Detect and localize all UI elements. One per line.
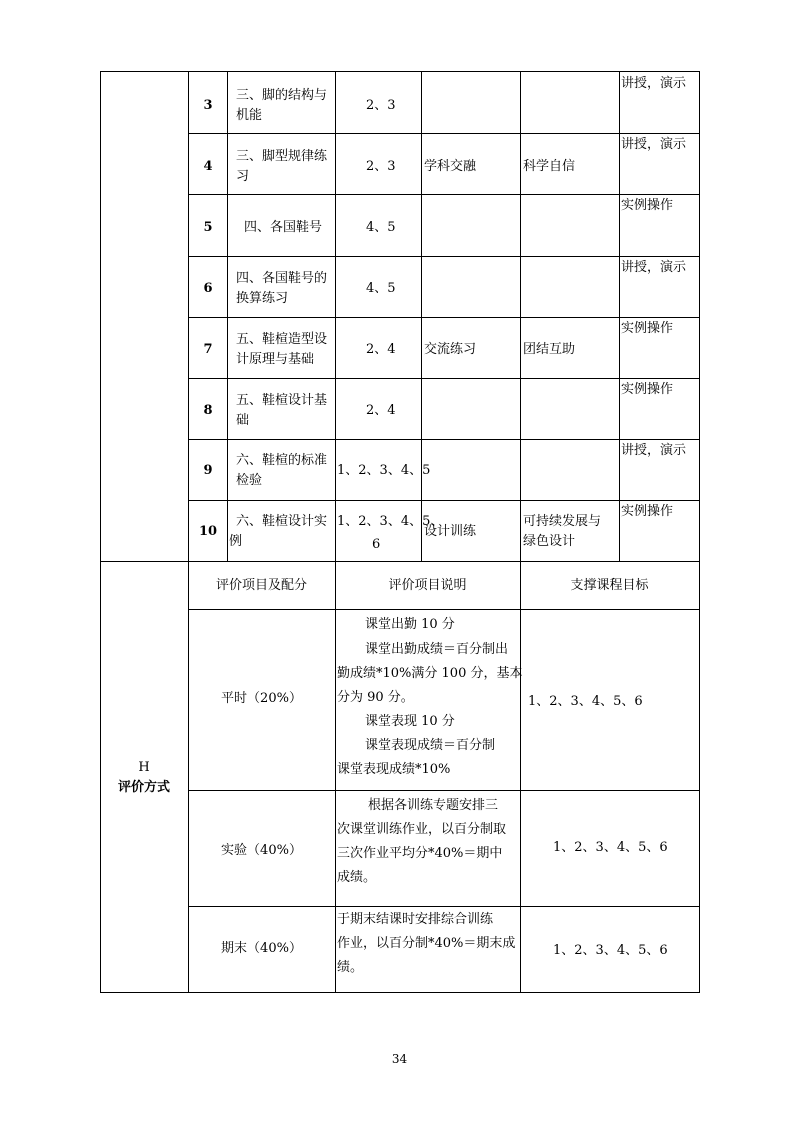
col-line — [335, 71, 336, 993]
ideology-element: 交流练习 — [424, 342, 477, 357]
row-line — [188, 500, 699, 501]
eval-desc-line: 课堂表现成绩*10% — [337, 762, 451, 777]
header-item: 评价项目及配分 — [215, 578, 307, 593]
col-line — [520, 71, 521, 993]
teaching-method: 讲授，演示 — [621, 260, 687, 275]
eval-desc-line: 绩。 — [337, 960, 364, 975]
ideology-element: 学科交融 — [424, 159, 477, 174]
row-line — [188, 317, 699, 318]
section-title: 评价方式 — [117, 780, 170, 795]
topic-line-2: 例 — [229, 534, 243, 549]
row-number: 5 — [203, 220, 213, 235]
table-border-right — [699, 71, 700, 993]
eval-desc-line: 根据各训练专题安排三 — [368, 798, 499, 813]
row-number: 4 — [203, 159, 213, 174]
teaching-method: 实例操作 — [621, 321, 674, 336]
teaching-method: 讲授，演示 — [621, 137, 687, 152]
row-number: 8 — [203, 403, 213, 418]
topic-line-2: 检验 — [236, 473, 263, 488]
row-number: 9 — [203, 463, 213, 478]
topic-line-2: 计原理与基础 — [236, 352, 315, 367]
topic-line-2: 习 — [236, 169, 250, 184]
objectives: 4、5 — [366, 281, 396, 296]
topic-line-1: 五、鞋楦设计基 — [236, 393, 328, 408]
ideology-goal: 团结互助 — [523, 342, 576, 357]
objectives: 2、4 — [366, 342, 396, 357]
table-border-top — [100, 71, 699, 72]
teaching-method: 实例操作 — [621, 504, 674, 519]
topic-line-1: 三、脚型规律练 — [236, 149, 328, 164]
eval-desc-line: 次课堂训练作业，以百分制取 — [337, 822, 507, 837]
row-number: 10 — [198, 524, 218, 539]
eval-desc-line: 于期末结课时安排综合训练 — [337, 912, 494, 927]
eval-desc-line: 成绩。 — [337, 870, 377, 885]
topic-line-1: 五、鞋楦造型设 — [236, 332, 328, 347]
objectives: 2、3 — [366, 98, 396, 113]
page-number: 34 — [391, 1052, 408, 1066]
teaching-method: 讲授，演示 — [621, 76, 687, 91]
row-line — [188, 133, 699, 134]
eval-desc-line: 勤成绩*10%满分 100 分，基本 — [337, 666, 523, 681]
row-line — [188, 609, 699, 610]
topic-line-2: 础 — [236, 413, 250, 428]
eval-goal: 1、2、3、4、5、6 — [553, 943, 668, 958]
ideology-element: 设计训练 — [424, 524, 477, 539]
objectives-line-1: 1、2、3、4、5、 — [337, 514, 444, 529]
row-line — [188, 194, 699, 195]
section-divider — [100, 561, 699, 562]
row-number: 6 — [203, 281, 213, 296]
topic-line-1: 四、各国鞋号的 — [236, 271, 328, 286]
table-border-left — [100, 71, 101, 993]
objectives: 4、5 — [366, 220, 396, 235]
header-desc: 评价项目说明 — [388, 578, 467, 593]
row-number: 7 — [203, 342, 213, 357]
objectives: 1、2、3、4、5 — [337, 463, 431, 478]
section-letter: H — [138, 760, 150, 775]
col-line — [619, 71, 620, 561]
col-line — [227, 71, 228, 561]
eval-item: 期末（40%） — [221, 941, 302, 956]
eval-desc-line: 课堂出勤成绩＝百分制出 — [365, 642, 509, 657]
topic-line-1: 六、鞋楦的标准 — [236, 453, 328, 468]
eval-desc-line: 三次作业平均分*40%＝期中 — [337, 846, 503, 861]
teaching-method: 实例操作 — [621, 198, 674, 213]
objectives: 2、3 — [366, 159, 396, 174]
topic-line-1: 四、各国鞋号 — [244, 220, 323, 235]
eval-goal: 1、2、3、4、5、6 — [553, 840, 668, 855]
teaching-method: 讲授，演示 — [621, 443, 687, 458]
eval-item: 实验（40%） — [221, 843, 302, 858]
eval-item: 平时（20%） — [221, 691, 302, 706]
topic-line-1: 三、脚的结构与 — [236, 88, 328, 103]
topic-line-2: 换算练习 — [236, 291, 289, 306]
eval-desc-line: 课堂表现成绩＝百分制 — [365, 738, 496, 753]
eval-desc-line: 课堂出勤 10 分 — [365, 617, 455, 632]
eval-desc-line: 作业，以百分制*40%＝期末成 — [337, 936, 516, 951]
header-goal: 支撑课程目标 — [570, 578, 649, 593]
row-line — [188, 790, 699, 791]
col-line — [421, 71, 422, 561]
objectives-line-2: 6 — [372, 537, 381, 552]
row-line — [188, 439, 699, 440]
table-border-bottom — [100, 992, 700, 993]
row-line — [188, 378, 699, 379]
ideology-goal-line-1: 可持续发展与 — [523, 514, 602, 529]
ideology-goal-line-2: 绿色设计 — [523, 534, 576, 549]
topic-line-2: 机能 — [236, 108, 263, 123]
eval-desc-line: 课堂表现 10 分 — [365, 714, 455, 729]
teaching-method: 实例操作 — [621, 382, 674, 397]
eval-goal: 1、2、3、4、5、6 — [528, 694, 643, 709]
row-line — [188, 906, 699, 907]
ideology-goal: 科学自信 — [523, 159, 576, 174]
row-number: 3 — [203, 98, 213, 113]
row-line — [188, 256, 699, 257]
topic-line-1: 六、鞋楦设计实 — [236, 514, 328, 529]
objectives: 2、4 — [366, 403, 396, 418]
eval-desc-line: 分为 90 分。 — [337, 690, 414, 705]
